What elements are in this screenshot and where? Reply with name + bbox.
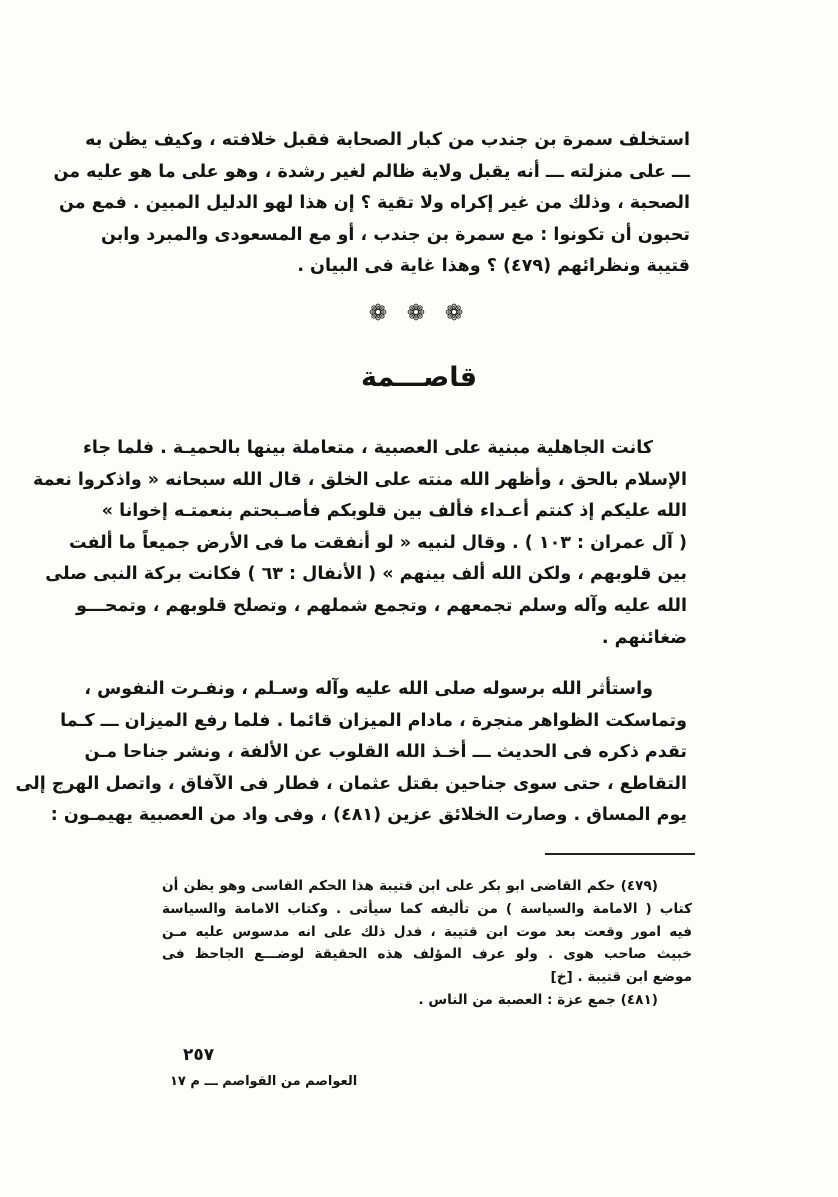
- text-line: الصحبة ، وذلك من غير إكراه ولا تقية ؟ إن هذا لهو الدليل المبين . فمع من: [59, 193, 690, 214]
- footnotes: [162, 875, 692, 1012]
- text-line: كانت الجاهلية مبنية على العصبية ، متعاملة بينها بالحميـة . فلما جاء: [82, 438, 653, 458]
- text-line: يوم المساق . وصارت الخلائق عزين (٤٨١) ، وفى واد من العصبية يهيمـون :: [50, 805, 687, 826]
- paragraph-jahiliyya: [33, 433, 687, 654]
- text-line: ـــ على منزلته ـــ أنه يقبل ولاية ظالم لغير رشدة ، وهو على ما هو عليه من: [53, 161, 690, 182]
- text-line: الله عليه وآله وسلم تجمعهم ، وتجمع شملهم ، وتصلح قلوبهم ، وتمحـــو: [75, 595, 687, 616]
- footnote-line: فيه امور وقعت بعد موت ابن قتيبة ، فدل ذلك على انه مدسوس عليه مـن: [162, 923, 692, 940]
- page-number: ٢٥٧: [183, 1045, 215, 1065]
- footnote-rule: [545, 853, 695, 855]
- text-line: الله عليكم إذ كنتم أعـداء فألف بين قلوبكم فأصـبحتم بنعمتـه إخوانا »: [101, 501, 687, 522]
- text-line: ضغائنهم .: [601, 627, 687, 648]
- text-line: تحبون أن تكونوا : مع سمرة بن جندب ، أو مع المسعودى والمبرد وابن: [100, 224, 690, 245]
- footnote-line: موضع ابن قتيبة . [خ]: [550, 969, 692, 986]
- footnote-line: (٤٨١) جمع عزة : العصبة من الناس .: [418, 991, 658, 1008]
- text-line: التقاطع ، حتى سوى جناحين بقتل عثمان ، فطار فى الآفاق ، واتصل الهرج إلى: [15, 773, 687, 794]
- text-line: بين قلوبهم ، ولكن الله ألف بينهم » ( الأنفال : ٦٣ ) فكانت بركة النبى صلى: [45, 564, 687, 585]
- section-separator: ❁ ❁ ❁: [368, 301, 470, 326]
- printer-signature: العواصم من القواصم ـــ م ١٧: [170, 1074, 358, 1089]
- footnote-line: كتاب ( الامامة والسياسة ) من تأليفه كما سيأتى . وكتاب الامامة والسياسة: [162, 900, 692, 917]
- text-line: الإسلام بالحق ، وأظهر الله منته على الخلق ، قال الله سبحانه « واذكروا نعمة: [33, 469, 687, 490]
- footnote-line: خبيث صاحب هوى . ولو عرف المؤلف هذه الحقيقة لوضـــع الجاحظ فى: [162, 946, 692, 963]
- text-line: واستأثر الله برسوله صلى الله عليه وآله وسـلم ، ونفـرت النفوس ،: [84, 679, 653, 699]
- paragraph-conclusion: [53, 125, 690, 283]
- footnote-line: (٤٧٩) حكم القاضى ابو بكر على ابن قتيبة هذا الحكم القاسى وهو يظن أن: [162, 878, 658, 894]
- text-line: قتيبة ونظرائهم (٤٧٩) ؟ وهذا غاية فى البيان .: [297, 256, 690, 277]
- text-line: ( آل عمران : ١٠٣ ) . وقال لنبيه « لو أنفقت ما فى الأرض جميعاً ما ألفت: [68, 532, 687, 553]
- text-line: استخلف سمرة بن جندب من كبار الصحابة فقبل خلافته ، وكيف يظن به: [85, 130, 690, 150]
- text-line: وتماسكت الظواهر منجرة ، مادام الميزان قائما . فلما رفع الميزان ـــ كـما: [60, 710, 687, 731]
- text-line: تقدم ذكره فى الحديث ـــ أخـذ الله القلوب عن الألفة ، ونشر جناحا مـن: [84, 742, 687, 763]
- section-heading: قاصـــمة: [360, 362, 478, 393]
- paragraph-prophet: [15, 674, 687, 832]
